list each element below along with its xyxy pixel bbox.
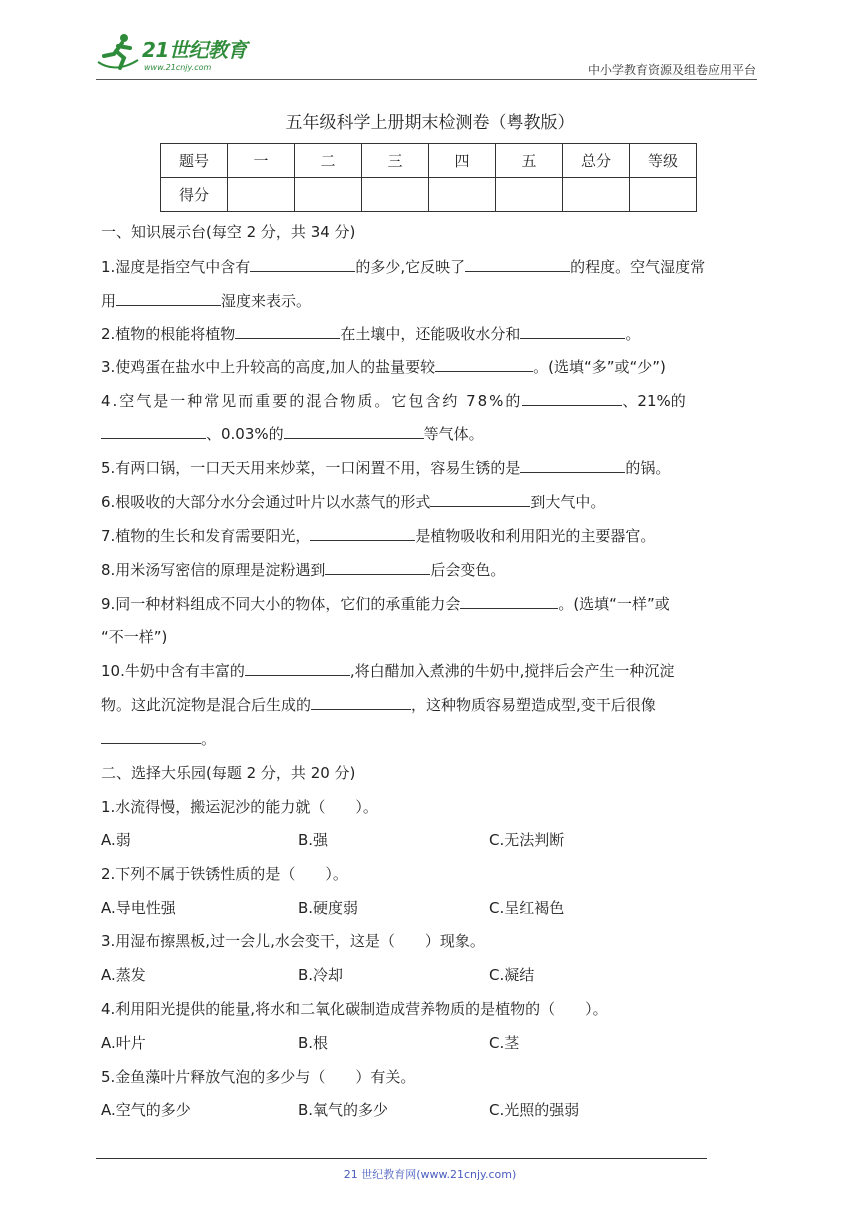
choice-question-stem: 5.金鱼藻叶片释放气泡的多少与（ ）有关。 [101, 1068, 416, 1086]
question-7 [101, 525, 655, 546]
score-table-header-row [161, 144, 697, 178]
runner-logo-icon [96, 32, 140, 72]
choice-option-a[interactable]: A.弱 [101, 831, 131, 849]
score-input-cell[interactable] [630, 178, 697, 212]
choice-option-b[interactable]: B.氧气的多少 [298, 1101, 389, 1119]
question-text: 是植物吸收和利用阳光的主要器官。 [415, 527, 656, 545]
logo-brand-text: 21世纪教育 [142, 38, 247, 62]
question-8 [101, 559, 505, 580]
question-text: 10.牛奶中含有丰富的 [101, 662, 245, 680]
answer-blank[interactable] [101, 423, 206, 439]
choice-option-a[interactable]: A.导电性强 [101, 899, 176, 917]
footer-text[interactable]: 21 世纪教育网(www.21cnjy.com) [343, 1168, 517, 1181]
answer-blank[interactable] [310, 525, 415, 541]
question-text: 湿度来表示。 [221, 292, 312, 310]
question-text: 。 [201, 730, 217, 748]
table-cell: 五 [496, 144, 563, 178]
question-text: 到大气中。 [530, 493, 606, 511]
table-cell: 得分 [161, 178, 228, 212]
choice-question-stem: 2.下列不属于铁锈性质的是（ ）。 [101, 865, 348, 883]
question-9-line-2: “不一样”) [101, 628, 168, 646]
header-divider [96, 79, 757, 80]
question-4-line-2 [101, 423, 484, 444]
answer-blank[interactable] [311, 694, 411, 710]
question-text: 、0.03%的 [206, 425, 284, 443]
question-text: 等气体。 [423, 425, 484, 443]
question-text: 物。这此沉淀物是混合后生成的 [101, 696, 312, 714]
score-input-cell[interactable] [496, 178, 563, 212]
answer-blank[interactable] [522, 390, 622, 406]
answer-blank[interactable] [460, 593, 558, 609]
question-text: 的锅。 [625, 459, 671, 477]
question-text: 3.使鸡蛋在盐水中上升较高的高度,加人的盐量要较 [101, 358, 436, 376]
choice-option-c[interactable]: C.凝结 [489, 966, 535, 984]
score-input-cell[interactable] [228, 178, 295, 212]
question-text: 9.同一种材料组成不同大小的物体，它们的承重能力会 [101, 595, 461, 613]
choice-option-a[interactable]: A.叶片 [101, 1034, 146, 1052]
page-header [96, 30, 756, 80]
table-cell: 一 [228, 144, 295, 178]
question-1-line-1 [101, 256, 705, 277]
choice-option-c[interactable]: C.光照的强弱 [489, 1101, 580, 1119]
section-2-heading: 二、选择大乐园(每题 2 分，共 20 分) [101, 764, 356, 782]
score-input-cell[interactable] [563, 178, 630, 212]
question-text: 5.有两口锅，一口天天用来炒菜，一口闲置不用，容易生锈的是 [101, 459, 521, 477]
answer-blank[interactable] [430, 491, 530, 507]
choice-option-b[interactable]: B.冷却 [298, 966, 344, 984]
answer-blank[interactable] [245, 660, 350, 676]
question-text: ，这种物质容易塑造成型,变干后很像 [411, 696, 656, 714]
question-text: 的程度。空气湿度常 [570, 258, 706, 276]
question-text: 。 [625, 325, 641, 343]
score-table [160, 143, 697, 212]
choice-option-b[interactable]: B.根 [298, 1034, 329, 1052]
question-text: 6.根吸收的大部分水分会通过叶片以水蒸气的形式 [101, 493, 431, 511]
choice-question-stem: 4.利用阳光提供的能量,将水和二氧化碳制造成营养物质的是植物的（ ）。 [101, 1000, 608, 1018]
section-1-heading: 一、知识展示台(每空 2 分，共 34 分) [101, 223, 356, 241]
answer-blank[interactable] [325, 559, 430, 575]
choice-option-a[interactable]: A.空气的多少 [101, 1101, 191, 1119]
table-cell: 总分 [563, 144, 630, 178]
question-text: 2.植物的根能将植物 [101, 325, 236, 343]
question-10-line-1 [101, 660, 674, 681]
question-1-line-2 [101, 290, 311, 311]
question-text: 4.空气是一种常见而重要的混合物质。它包含约 78%的 [101, 392, 523, 410]
footer-divider [96, 1158, 707, 1159]
score-table-score-row [161, 178, 697, 212]
site-logo [96, 30, 266, 78]
table-cell: 四 [429, 144, 496, 178]
choice-option-c[interactable]: C.无法判断 [489, 831, 565, 849]
question-text: 的多少,它反映了 [355, 258, 466, 276]
choice-option-c[interactable]: C.茎 [489, 1034, 520, 1052]
table-cell: 三 [362, 144, 429, 178]
choice-option-b[interactable]: B.强 [298, 831, 329, 849]
question-text: 、21%的 [622, 392, 686, 410]
answer-blank[interactable] [116, 290, 221, 306]
choice-question-stem: 1.水流得慢，搬运泥沙的能力就（ ）。 [101, 798, 378, 816]
answer-blank[interactable] [284, 423, 424, 439]
question-9-line-1 [101, 593, 670, 614]
platform-slogan: 中小学教育资源及组卷应用平台 [587, 63, 756, 77]
choice-option-b[interactable]: B.硬度弱 [298, 899, 359, 917]
question-4-line-1 [101, 390, 686, 411]
answer-blank[interactable] [465, 256, 570, 272]
table-cell: 等级 [630, 144, 697, 178]
answer-blank[interactable] [250, 256, 355, 272]
question-6 [101, 491, 605, 512]
question-text: 7.植物的生长和发育需要阳光， [101, 527, 311, 545]
choice-question-stem: 3.用湿布擦黑板,过一会儿,水会变干，这是（ ）现象。 [101, 932, 485, 950]
question-10-line-2 [101, 694, 656, 715]
choice-option-a[interactable]: A.蒸发 [101, 966, 146, 984]
answer-blank[interactable] [235, 323, 340, 339]
question-text: 用 [101, 292, 117, 310]
question-text: 8.用米汤写密信的原理是淀粉遇到 [101, 561, 326, 579]
exam-title: 五年级科学上册期末检测卷（粤教版） [285, 113, 575, 133]
question-text: 。(选填“多”或“少”) [533, 358, 666, 376]
table-cell: 二 [295, 144, 362, 178]
question-text: 在土壤中，还能吸收水分和 [340, 325, 521, 343]
question-3 [101, 356, 666, 377]
question-2 [101, 323, 640, 344]
score-input-cell[interactable] [429, 178, 496, 212]
choice-option-c[interactable]: C.呈红褐色 [489, 899, 565, 917]
question-text: 后会变色。 [430, 561, 506, 579]
answer-blank[interactable] [435, 356, 533, 372]
question-text: ,将白醋加入煮沸的牛奶中,搅拌后会产生一种沉淀 [349, 662, 675, 680]
question-text: 1.湿度是指空气中含有 [101, 258, 251, 276]
score-input-cell[interactable] [362, 178, 429, 212]
question-text: 。(选填“一样”或 [558, 595, 670, 613]
answer-blank[interactable] [520, 323, 625, 339]
question-5 [101, 457, 670, 478]
table-cell: 题号 [161, 144, 228, 178]
answer-blank[interactable] [520, 457, 625, 473]
answer-blank[interactable] [101, 728, 201, 744]
question-10-line-3 [101, 728, 216, 749]
score-input-cell[interactable] [295, 178, 362, 212]
logo-url-text: www.21cnjy.com [144, 63, 212, 72]
